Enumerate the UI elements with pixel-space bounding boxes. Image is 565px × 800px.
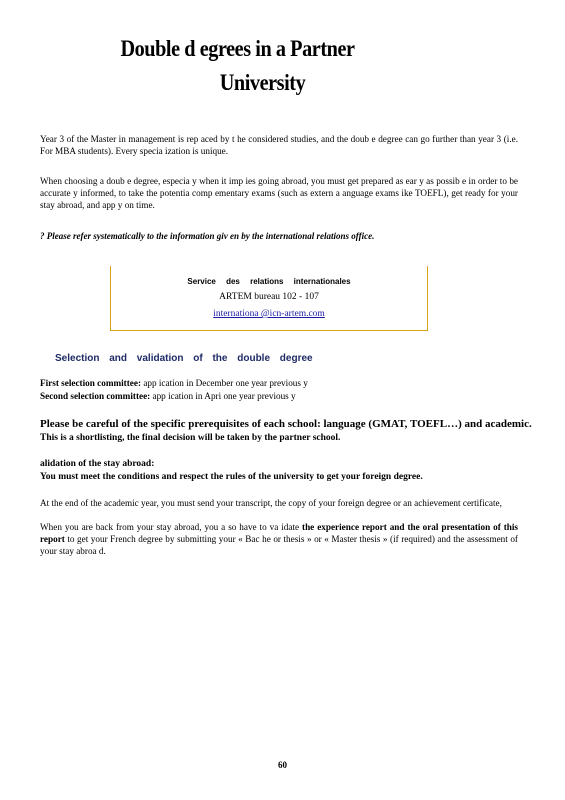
intro-paragraph: Year 3 of the Master in management is rep aced by t he considered studies, and the doub e degree can go further than year 3 (i.e. For MBA students). Every specia ization is unique. <box>40 134 518 156</box>
return-text-bold: the experience report and the oral presentation of this report <box>40 522 518 544</box>
office-location: ARTEM bureau 102 - 107 <box>219 292 319 302</box>
section-heading: Selection and validation of the double degree <box>55 353 313 364</box>
page-number: 60 <box>278 760 287 770</box>
validation-rules: You must meet the conditions and respect the rules of the university to get your foreign degree. <box>40 472 423 482</box>
shortlisting-note: This is a shortlisting, the final decision will be taken by the partner school. <box>40 433 341 443</box>
contact-box <box>110 266 428 331</box>
prerequisites-warning: Please be careful of the specific prerequisites of each school: language (GMAT, TOEFL…) and academic. <box>40 418 532 430</box>
end-of-year-paragraph: At the end of the academic year, you must send your transcript, the copy of your foreign degree or an achievement certificate, <box>40 498 502 508</box>
second-selection-label: Second selection committee: <box>40 391 151 401</box>
return-text-end: to get your French degree by submitting your « Bac he or thesis » or « Master thesis » (if required) and the assessment of your stay abroa d. <box>40 534 518 556</box>
validation-heading: alidation of the stay abroad: <box>40 459 155 469</box>
choosing-paragraph: When choosing a doub e degree, especia y when it imp ies going abroad, you must get prepared as ear y as possib e in order to be accurate y informed, to take the potentia comp ementary exams (such as extern a anguage exams ike TOEFL), get ready for your stay abroad, and app y on time. <box>40 176 518 210</box>
page-title-line-2: University <box>219 70 306 95</box>
first-selection-label: First selection committee: <box>40 378 142 388</box>
email-link[interactable]: internationa @icn-artem.com <box>213 309 325 319</box>
return-paragraph <box>40 521 518 557</box>
second-selection-line <box>40 391 296 401</box>
first-selection-text: app ication in December one year previous y <box>141 378 308 388</box>
return-text-start: When you are back from your stay abroad, you a so have to va idate <box>40 522 303 532</box>
second-selection-text: app ication in Apri one year previous y <box>150 391 296 401</box>
first-selection-line <box>40 378 308 388</box>
international-office-note: ? Please refer systematically to the information giv en by the international relations office. <box>40 231 375 241</box>
service-name: Service des relations internationales <box>187 277 351 286</box>
page-title-line-1: Double d egrees in a Partner <box>120 36 355 61</box>
